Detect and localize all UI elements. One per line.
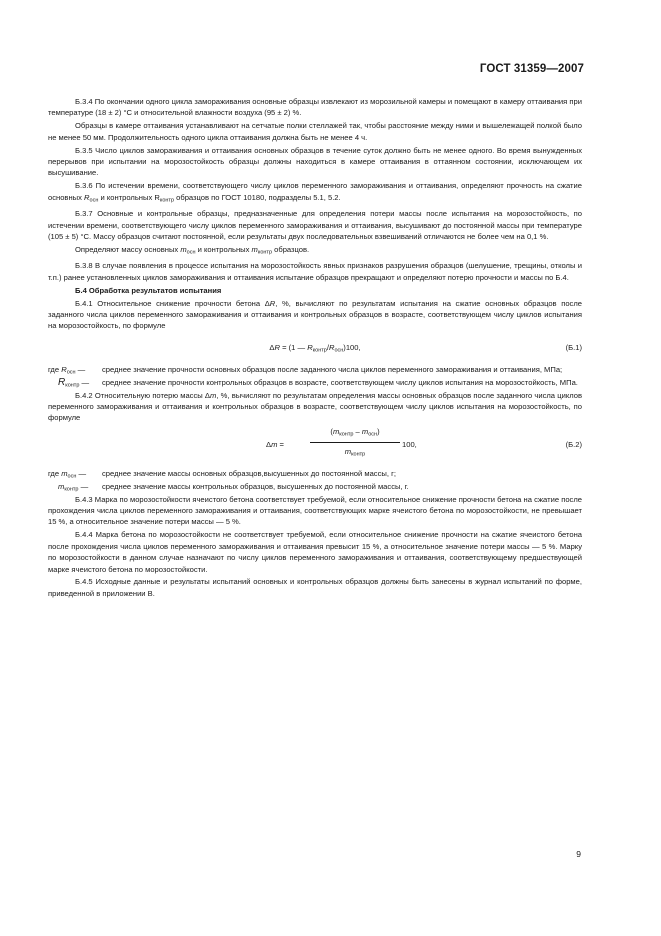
page-number: 9 bbox=[576, 849, 581, 859]
definition-r-kontr bbox=[48, 377, 582, 388]
b36-symbol-r-osn: R bbox=[84, 192, 90, 202]
definition-r-kontr-key bbox=[58, 377, 89, 392]
paragraph-b36 bbox=[48, 180, 582, 206]
def1-dash: — bbox=[75, 364, 86, 374]
b37-text-1: Определяют массу основных bbox=[75, 244, 181, 254]
def1-symbol: R bbox=[61, 364, 67, 374]
def2-sub: контр bbox=[65, 382, 80, 389]
b41-symbol-r: R bbox=[269, 298, 276, 308]
paragraph-b38: Б.3.8 В случае появления в процессе испытания на морозостойкость явных признаков разрушения образцов (шелушение, трещины, отколы и т.п.) ранее установленных циклов замораживания и оттаивания испытание образцов прекращают и определяют потерю прочности и массы по Б.4. bbox=[48, 261, 582, 282]
formula-b1-number: (Б.1) bbox=[565, 342, 582, 352]
def1-sub: осн bbox=[66, 369, 76, 376]
paragraph-b45: Б.4.5 Исходные данные и результаты испытаний основных и контрольных образцов должны быть занесены в журнал испытаний по форме, приведенной в приложении В. bbox=[48, 577, 582, 598]
b36-text-2: и контрольных R bbox=[98, 192, 160, 202]
formula-b1 bbox=[48, 338, 582, 360]
definition-r-osn-text: среднее значение прочности основных образцов после заданного числа циклов переменного замораживания и оттаивания, МПа; bbox=[102, 364, 563, 374]
paragraph-b34-thaw: Образцы в камере оттаивания устанавливают на сетчатые полки стеллажей так, чтобы расстояние между ними и вышележащей полкой было не менее 50 мм. Продолжительность одного цикла оттаивания должна быть не менее 4 ч. bbox=[48, 121, 582, 142]
formula-b2-lhs bbox=[266, 439, 284, 450]
f1-r: R bbox=[274, 342, 280, 352]
f1-sub-kontr: контр bbox=[312, 347, 327, 354]
f2-den-m: m bbox=[344, 446, 352, 456]
paragraph-b37-mass bbox=[48, 244, 582, 259]
paragraph-b41 bbox=[48, 298, 582, 332]
def4-dash: — bbox=[78, 481, 89, 491]
formula-b2-numerator bbox=[310, 426, 400, 443]
b37-symbol-m-osn: m bbox=[180, 244, 187, 254]
paragraph-b43: Б.4.3 Марка по морозостойкости ячеистого бетона соответствует требуемой, если относительное снижение прочности бетона на сжатие после прохождения числа циклов переменного замораживания и оттаивания, соответствующих марке ячеистого бетона по морозостойкости, не превышает 15 %, а относительное значение потери массы — 5 %. bbox=[48, 494, 582, 527]
f2-m-osn: m bbox=[361, 426, 369, 436]
def4-symbol: m bbox=[58, 481, 65, 491]
b37-text-3: образцов. bbox=[272, 244, 310, 254]
f2-sub-kontr: контр bbox=[339, 431, 354, 438]
f1-slash: / bbox=[326, 342, 329, 352]
definition-m-osn-text: среднее значение массы основных образцов,высушенных до постоянной массы, г; bbox=[102, 468, 396, 478]
paragraph-b34: Б.3.4 По окончании одного цикла замораживания основные образцы извлекают из морозильной камеры и помещают в камеру оттаивания при температуре (18 ± 2) °С и относительной влажности воздуха (95 ± 2) %. bbox=[48, 97, 582, 118]
b42-text-1: Б.4.2 Относительную потерю массы Δ bbox=[75, 390, 210, 400]
b42-symbol-m: m bbox=[210, 390, 217, 400]
b42-text-2: , %, вычисляют по результатам определения массы основных образцов после заданного числа циклов переменного замораживания и оттаивания и контрольных образцов в возрасте, соответствующем числу циклов испытания на морозостойкость, по формуле bbox=[48, 390, 583, 423]
f2-open: ( bbox=[330, 426, 333, 436]
f2-den-sub: контр bbox=[351, 451, 366, 458]
b41-text-2: , %, вычисляют по результатам испытания на сжатие основных образцов после заданного числа циклов переменного замораживания и оттаивания и контрольных образцов в возрасте, соответствующем числу циклов испытания на морозостойкость, по формуле bbox=[48, 298, 582, 331]
formula-b2-denominator bbox=[310, 443, 400, 461]
formula-b1-expression bbox=[48, 342, 582, 357]
f2-minus: – bbox=[353, 426, 362, 436]
formula-b2-fraction bbox=[310, 426, 400, 461]
def2-symbol: R bbox=[58, 376, 66, 388]
f2-eq: = bbox=[277, 439, 284, 449]
formula-b2-tail: 100, bbox=[402, 439, 417, 449]
definition-m-kontr-text: среднее значение массы контрольных образцов, высушенных до постоянной массы, г. bbox=[102, 481, 409, 491]
def3-symbol: m bbox=[61, 468, 68, 478]
b37-text-2: и контрольных bbox=[195, 244, 252, 254]
def1-where: где bbox=[48, 364, 62, 374]
f2-m: m bbox=[271, 439, 278, 449]
paragraph-b42 bbox=[48, 390, 582, 424]
def4-sub: контр bbox=[64, 486, 79, 493]
f2-delta: Δ bbox=[266, 439, 272, 449]
standard-number: ГОСТ 31359—2007 bbox=[479, 63, 584, 75]
f2-m-kontr: m bbox=[332, 426, 340, 436]
paragraph-b37: Б.3.7 Основные и контрольные образцы, предназначенные для определения потери массы после испытания на морозостойкость, по истечении времени, соответствующего числу циклов переменного замораживания и оттаивания, высушивают до постоянной массы при температуре (105 ± 5) °С. Массу образцов считают постоянной, если результаты двух последовательных взвешиваний отличаются не более чем на 0,1 %. bbox=[48, 209, 582, 241]
definition-r-kontr-text: среднее значение прочности контрольных образцов в возрасте, соответствующем числу циклов испытания на морозостойкость, МПа. bbox=[102, 377, 578, 387]
formula-b2-number: (Б.2) bbox=[565, 439, 582, 449]
b36-text-3: образцов по ГОСТ 10180, подразделы 5.1, 5.2. bbox=[174, 192, 341, 202]
f1-r-kontr: R bbox=[307, 342, 313, 352]
f1-sub-osn: осн bbox=[334, 347, 344, 354]
f1-post: )100, bbox=[343, 342, 361, 352]
def3-dash: — bbox=[76, 468, 87, 478]
paragraph-b44: Б.4.4 Марка бетона по морозостойкости не соответствует требуемой, если относительное снижение прочности на сжатие ячеистого бетона после прохождения числа циклов переменного замораживания и оттаивания превысит 15 %, а относительное значение потери массы — 5 %. Марку по морозостойкости в данном случае назначают по числу циклов переменного замораживания и оттаивания, соответствующему предшествующей марке ячеистого бетона по морозостойкости. bbox=[48, 530, 582, 574]
document-body bbox=[48, 96, 582, 601]
formula-b2 bbox=[48, 426, 582, 462]
f1-delta: Δ bbox=[269, 342, 275, 352]
paragraph-b35: Б.3.5 Число циклов замораживания и оттаивания основных образцов в течение суток должно быть не менее одного. Во время вынужденных перерывов при испытании на морозостойкость образцы должны находиться в камере оттаивания в оттаянном состоянии, исключающем их высушивание. bbox=[48, 145, 582, 178]
b37-sub-osn: осн bbox=[186, 249, 196, 256]
b37-sub-kontr: контр bbox=[257, 249, 273, 256]
b36-text-1: Б.3.6 По истечении времени, соответствующего числу циклов переменного замораживания и оттаивания, определяют прочность на сжатие основных bbox=[48, 181, 582, 202]
b36-sub-osn: осн bbox=[89, 197, 99, 204]
def2-dash: — bbox=[79, 377, 90, 387]
f2-sub-osn: осн bbox=[368, 431, 378, 438]
def3-sub: осн bbox=[67, 473, 77, 480]
f1-eq: = (1 — bbox=[279, 342, 308, 352]
f2-close: ) bbox=[377, 426, 380, 436]
b36-sub-kontr: контр bbox=[159, 197, 175, 204]
def3-where: где bbox=[48, 468, 62, 478]
b37-symbol-m-kontr: m bbox=[251, 244, 258, 254]
f1-r-osn: R bbox=[328, 342, 335, 352]
definition-m-osn bbox=[48, 468, 582, 479]
definition-r-osn bbox=[48, 364, 582, 375]
section-heading-b4: Б.4 Обработка результатов испытания bbox=[75, 285, 222, 295]
definition-m-kontr-key bbox=[58, 481, 88, 496]
definition-m-kontr bbox=[48, 481, 582, 492]
b41-text-1: Б.4.1 Относительное снижение прочности бетона Δ bbox=[75, 298, 270, 308]
